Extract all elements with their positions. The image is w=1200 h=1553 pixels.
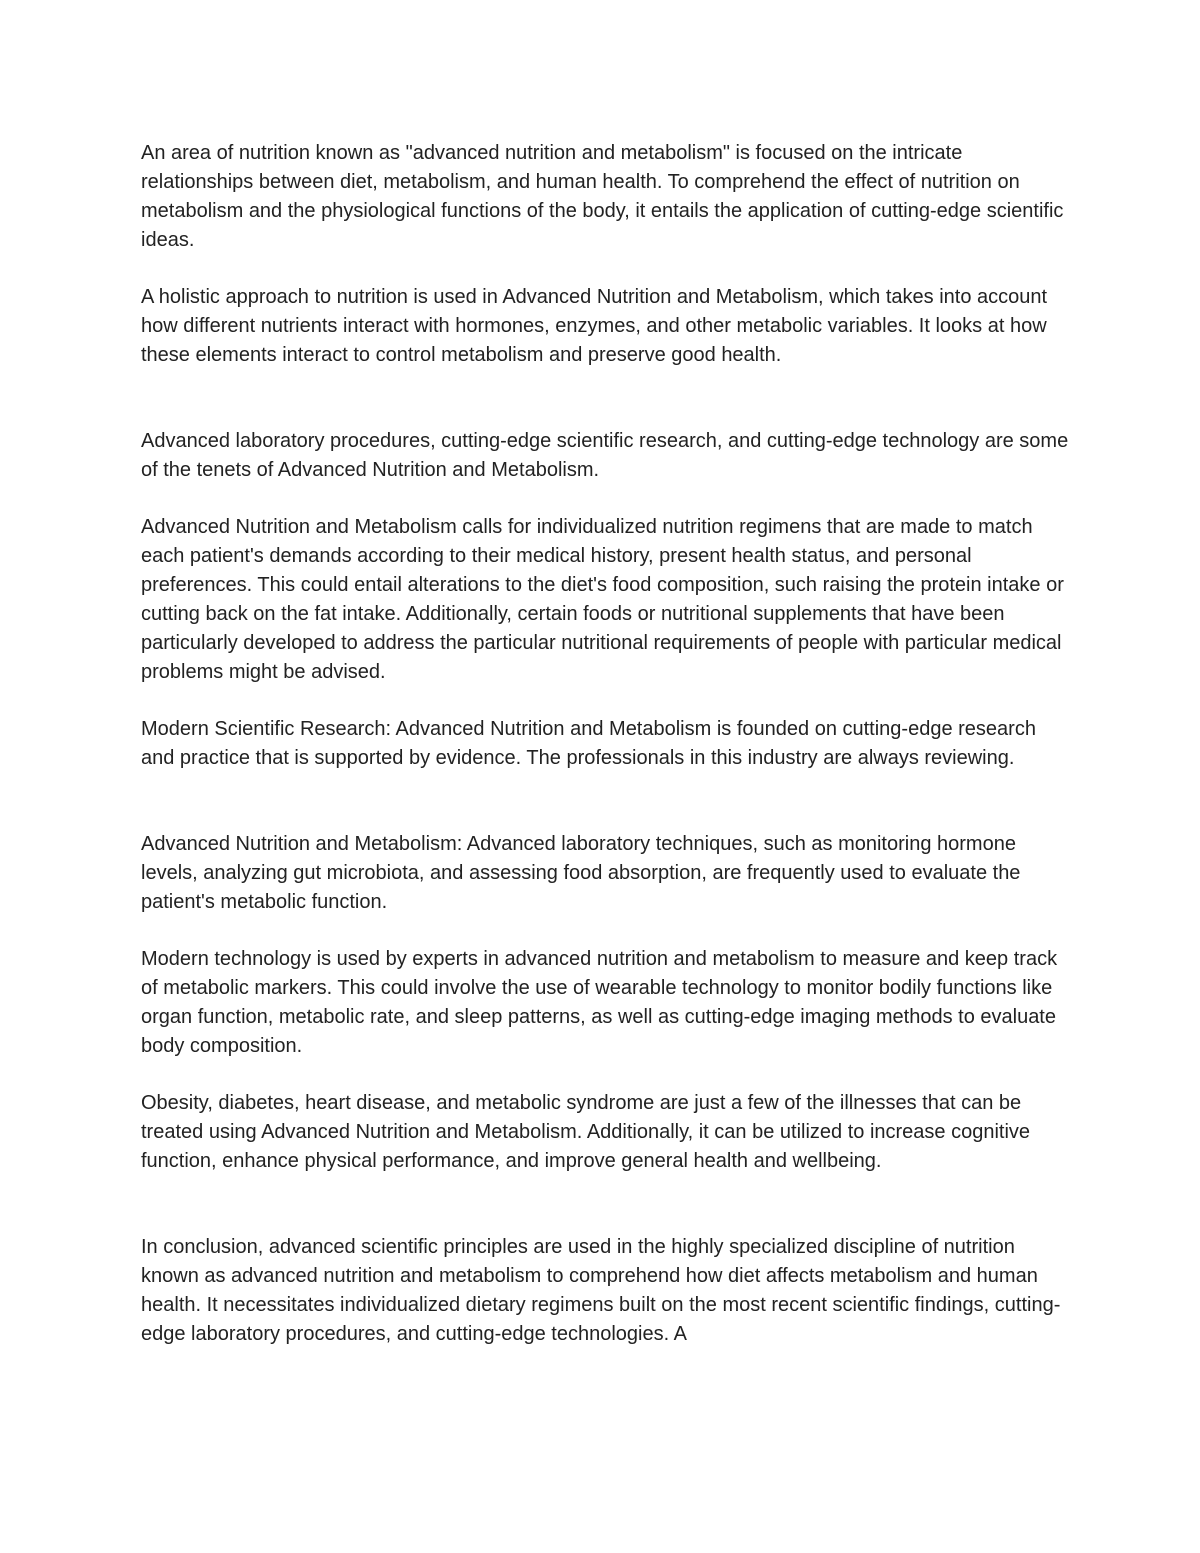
paragraph-modern-technology: Modern technology is used by experts in advanced nutrition and metabolism to measure and keep track of metabolic markers. This could involve the use of wearable technology to monitor bodily functions like organ function, metabolic rate, and sleep patterns, as well as cutting-edge imaging methods to evaluate body composition. [141, 948, 1058, 1057]
paragraph-intro: An area of nutrition known as "advanced nutrition and metabolism" is focused on the intricate relationships between diet, metabolism, and human health. To comprehend the effect of nutrition on metabolism and the physiological functions of the body, it entails the application of cutting-edge scientific ideas. [141, 142, 1064, 251]
paragraph-holistic-approach: A holistic approach to nutrition is used in Advanced Nutrition and Metabolism, which takes into account how different nutrients interact with hormones, enzymes, and other metabolic variables. It looks at how these elements interact to control metabolism and preserve good health. [141, 286, 1048, 366]
paragraph-scientific-research: Modern Scientific Research: Advanced Nutrition and Metabolism is founded on cutting-edge research and practice that is supported by evidence. The professionals in this industry are always reviewing. [141, 718, 1036, 769]
paragraph-individualized-regimens: Advanced Nutrition and Metabolism calls for individualized nutrition regimens that are made to match each patient's demands according to their medical history, present health status, and personal preferences. This could entail alterations to the diet's food composition, such raising the protein intake or cutting back on the fat intake. Additionally, certain foods or nutritional supplements that have been particularly developed to address the particular nutritional requirements of people with particular medical problems might be advised. [141, 516, 1064, 683]
paragraph-applications: Obesity, diabetes, heart disease, and metabolic syndrome are just a few of the illnesses that can be treated using Advanced Nutrition and Metabolism. Additionally, it can be utilized to increase cognitive function, enhance physical performance, and improve general health and wellbeing. [141, 1092, 1031, 1172]
paragraph-conclusion: In conclusion, advanced scientific principles are used in the highly specialized discipline of nutrition known as advanced nutrition and metabolism to comprehend how diet affects metabolism and human health. It necessitates individualized dietary regimens built on the most recent scientific findings, cutting-edge laboratory procedures, and cutting-edge technologies. A [141, 1236, 1061, 1345]
paragraph-laboratory-techniques: Advanced Nutrition and Metabolism: Advanced laboratory techniques, such as monitoring hormone levels, analyzing gut microbiota, and assessing food absorption, are frequently used to evaluate the patient's metabolic function. [141, 833, 1021, 913]
document-body [141, 139, 1071, 1377]
paragraph-tenets: Advanced laboratory procedures, cutting-edge scientific research, and cutting-edge technology are some of the tenets of Advanced Nutrition and Metabolism. [141, 430, 1069, 481]
